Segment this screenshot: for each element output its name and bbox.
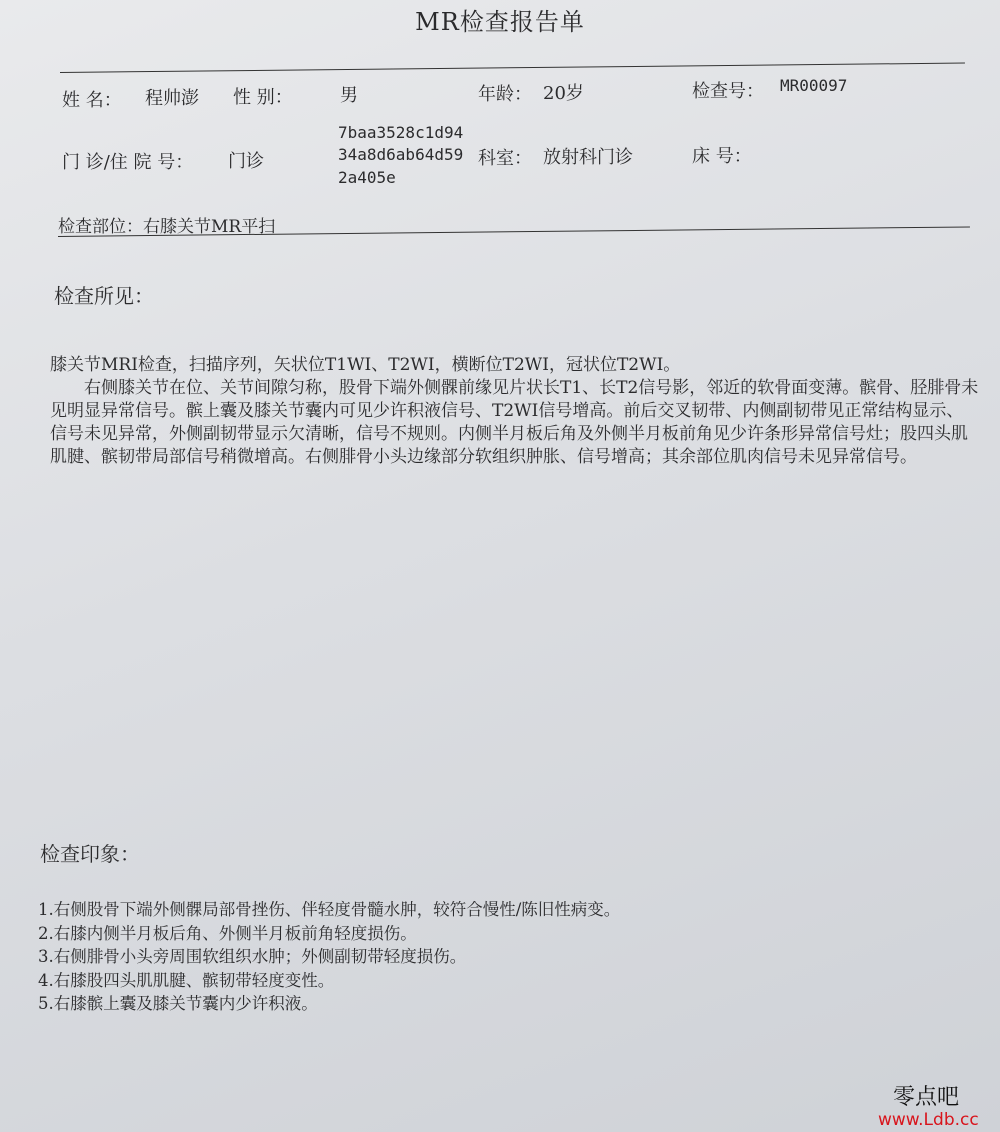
name-label: 姓 名： xyxy=(62,90,122,111)
findings-heading: 检查所见： xyxy=(54,284,154,308)
impression-item: 1.右侧股骨下端外侧髁局部骨挫伤、伴轻度骨髓水肿，较符合慢性/陈旧性病变。 xyxy=(38,900,621,919)
bed-label: 床 号： xyxy=(692,146,752,167)
patient-age: 20岁 xyxy=(543,83,584,104)
exam-site-label: 检查部位： xyxy=(58,217,143,237)
impression-heading: 检查印象： xyxy=(40,842,140,866)
clinic-type: 门诊 xyxy=(228,151,264,172)
exam-no: MR00097 xyxy=(780,76,848,95)
patient-name: 程帅澎 xyxy=(145,88,199,109)
record-id-line-3: 2a405e xyxy=(338,168,396,187)
report-title: MR检查报告单 xyxy=(415,8,585,36)
findings-paragraph: 膝关节MRI检查，扫描序列，矢状位T1WI、T2WI，横断位T2WI，冠状位T2WI。 xyxy=(50,355,681,375)
findings-text xyxy=(50,354,980,469)
impression-list xyxy=(38,898,620,1016)
impression-item: 2.右膝内侧半月板后角、外侧半月板前角轻度损伤。 xyxy=(38,923,417,943)
gender-label: 性 别： xyxy=(233,87,293,108)
impression-item: 5.右膝髌上囊及膝关节囊内少许积液。 xyxy=(38,994,318,1013)
record-id-line-2: 34a8d6ab64d59 xyxy=(338,145,464,164)
record-id-line-1: 7baa3528c1d94 xyxy=(338,123,464,142)
impression-item: 3.右侧腓骨小头旁周围软组织水肿；外侧副韧带轻度损伤。 xyxy=(38,947,467,966)
exam-no-label: 检查号： xyxy=(692,81,764,102)
dept-value: 放射科门诊 xyxy=(543,147,633,168)
impression-item: 4.右膝股四头肌肌腱、髌韧带轻度变性。 xyxy=(38,970,335,990)
clinic-no-label: 门 诊/住 院 号： xyxy=(62,152,194,173)
findings-paragraph: 右侧膝关节在位、关节间隙匀称，股骨下端外侧髁前缘见片状长T1、长T2信号影，邻近的软骨面变薄。髌骨、胫腓骨未见明显异常信号。髌上囊及膝关节囊内可见少许积液信号、T2WI信号增高。前后交叉韧带、内侧副韧带见正常结构显示、信号未见异常，外侧副韧带显示欠清晰，信号不规则。内侧半月板后角及外侧半月板前角见少许条形异常信号灶；股四头肌肌腱、髌韧带局部信号稍微增高。右侧腓骨小头边缘部分软组织肿胀、信号增高；其余部位肌肉信号未见异常信号。 xyxy=(50,378,979,467)
dept-label: 科室： xyxy=(478,148,532,169)
exam-site-value: 右膝关节MR平扫 xyxy=(143,217,276,237)
watermark-url: www.Ldb.cc xyxy=(878,1110,979,1130)
header-top-rule xyxy=(60,63,965,73)
patient-gender: 男 xyxy=(340,85,358,106)
age-label: 年龄： xyxy=(478,84,532,105)
watermark-cn: 零点吧 xyxy=(893,1085,960,1110)
